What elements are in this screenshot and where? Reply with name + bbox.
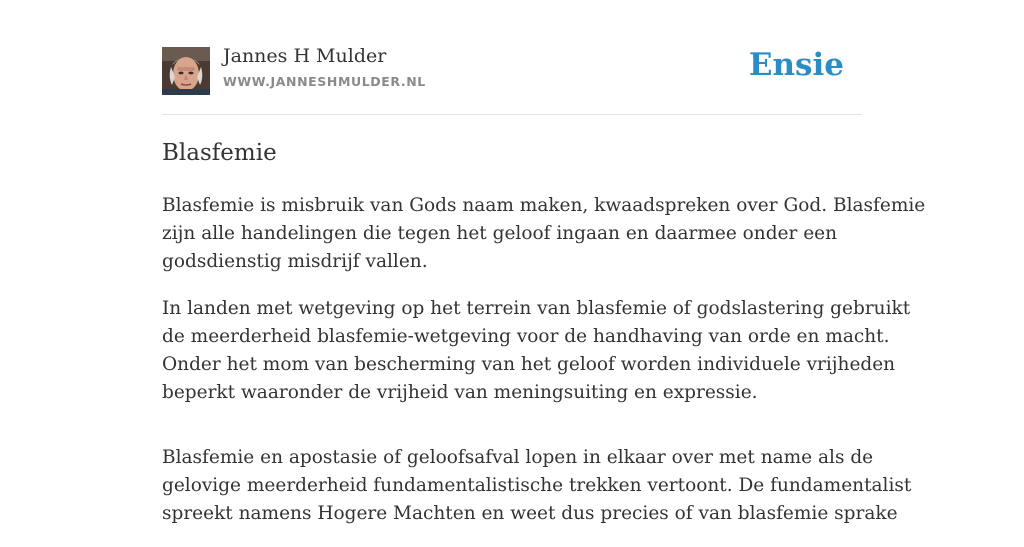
paragraph-line: zijn alle handelingen die tegen het geloof ingaan en daarmee onder een <box>162 223 838 244</box>
avatar[interactable] <box>162 47 210 95</box>
paragraph-line: In landen met wetgeving op het terrein van blasfemie of godslastering gebruikt <box>162 298 911 319</box>
paragraph-line: Onder het mom van bescherming van het geloof worden individuele vrijheden <box>162 354 896 375</box>
ensie-logo[interactable]: Ensie <box>748 47 844 83</box>
paragraph-line: de meerderheid blasfemie-wetgeving voor de handhaving van orde en macht. <box>162 326 890 347</box>
paragraph-line: Blasfemie en apostasie of geloofsafval lopen in elkaar over met name als de <box>162 447 874 468</box>
page-header <box>162 0 862 115</box>
author-name[interactable]: Jannes H Mulder <box>223 45 387 67</box>
paragraph-2 <box>162 295 911 407</box>
paragraph-1 <box>162 192 926 276</box>
paragraph-line: beperkt waaronder de vrijheid van meningsuiting en expressie. <box>162 382 758 403</box>
author-website-link[interactable]: WWW.JANNESHMULDER.NL <box>223 74 426 89</box>
paragraph-line: spreekt namens Hogere Machten en weet dus precies of van blasfemie sprake <box>162 503 898 524</box>
article-title: Blasfemie <box>162 140 277 166</box>
author-photo <box>162 47 210 95</box>
paragraph-line: gelovige meerderheid fundamentalistische trekken vertoont. De fundamentalist <box>162 475 912 496</box>
paragraph-line: godsdienstig misdrijf vallen. <box>162 251 428 272</box>
paragraph-3 <box>162 444 912 528</box>
article-body <box>162 136 926 547</box>
paragraph-line: Blasfemie is misbruik van Gods naam maken, kwaadspreken over God. Blasfemie <box>162 195 926 216</box>
paragraph-spacer <box>162 426 862 444</box>
